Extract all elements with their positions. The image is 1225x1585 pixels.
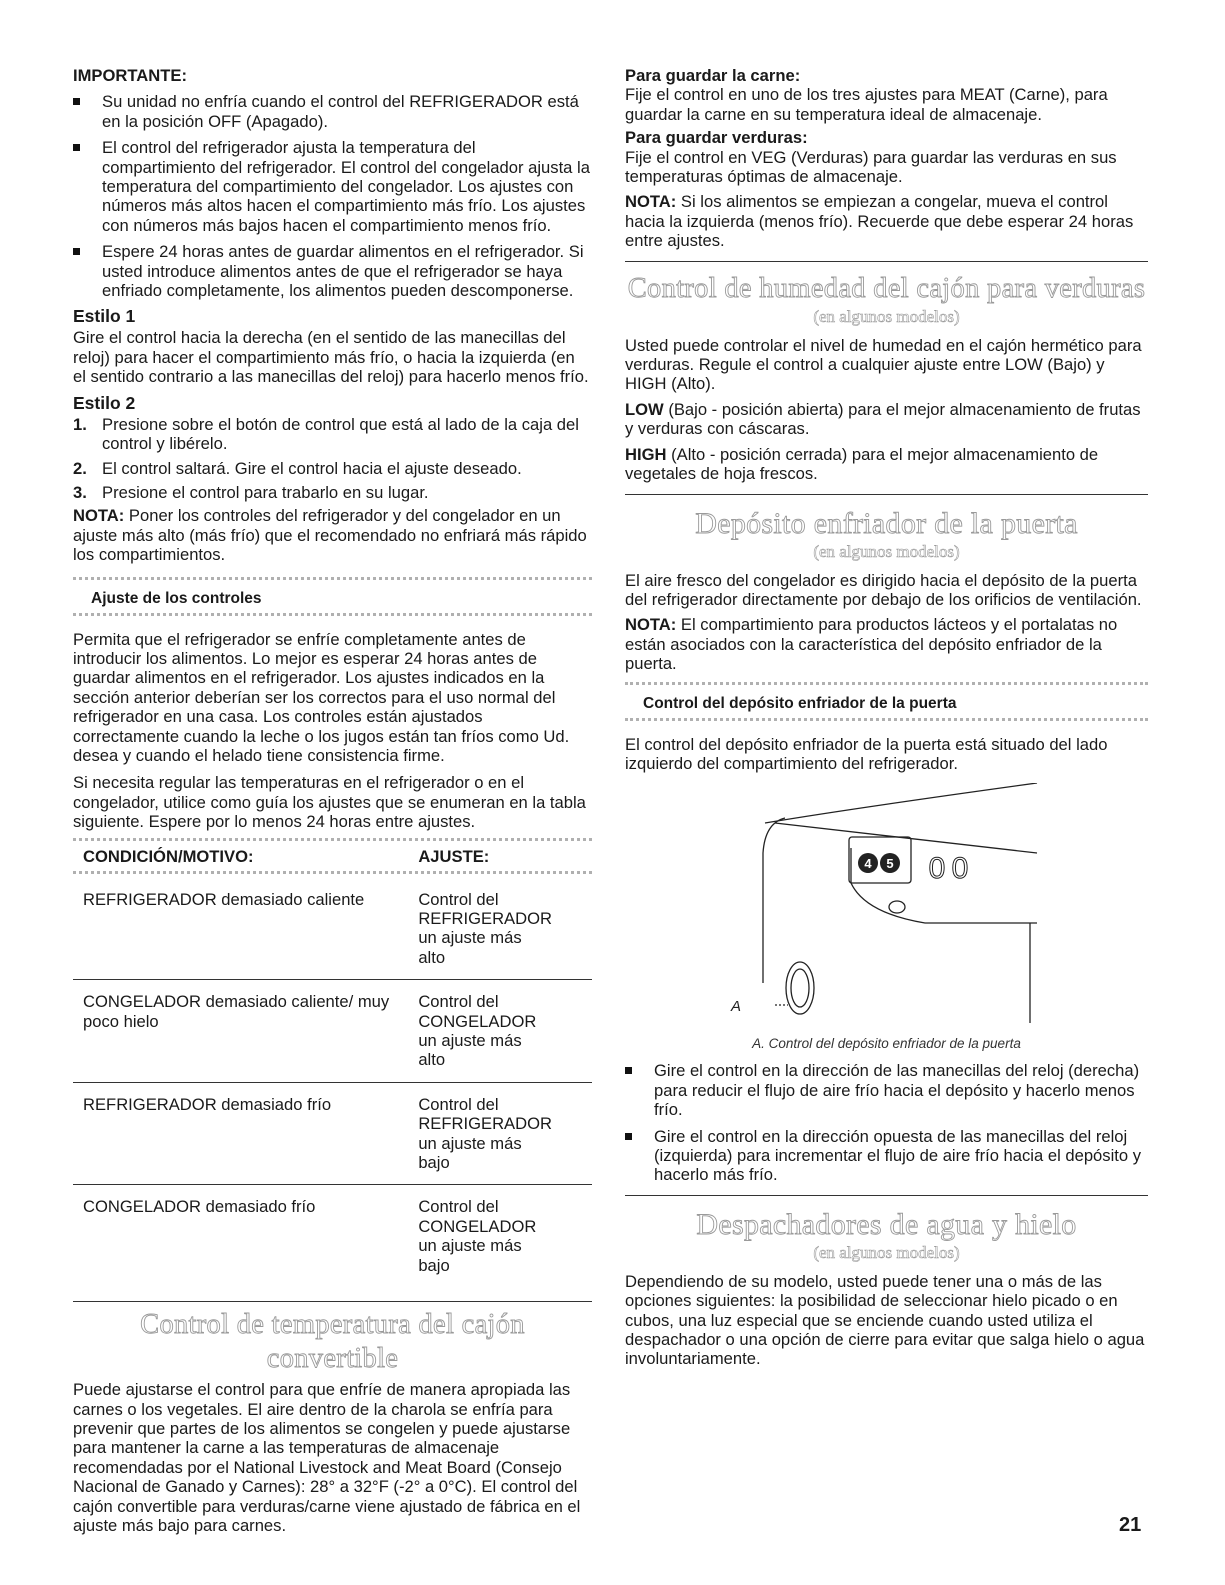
low-label: LOW: [625, 399, 664, 419]
controls-adjust-heading: Ajuste de los controles: [91, 589, 262, 607]
section-rule: [625, 494, 1148, 495]
nota-freezing: [625, 192, 1148, 250]
nota-text: Poner los controles del refrigerador y del congelador en un ajuste más alto (más frío) que el recomendado no enfriará más rápido los compartimientos.: [73, 506, 587, 565]
figure-caption: A. Control del depósito enfriador de la puerta: [752, 1036, 1021, 1052]
style1-text: Gire el control hacia la derecha (en el sentido de las manecillas del reloj) para hacer el compartimiento más frío, o hacia la izquierda (en el sentido contrario a las manecillas del reloj) para hacerlo menos frío.: [73, 328, 589, 387]
left-column: [73, 66, 592, 1535]
meat-text: Fije el control en uno de los tres ajustes para MEAT (Carne), para guardar la carne en su temperatura ideal de almacenaje.: [625, 85, 1108, 124]
list-item: [73, 138, 592, 235]
meat-heading: Para guardar la carne:: [625, 66, 801, 85]
important-list: [73, 92, 592, 300]
dial-number: 4: [864, 856, 872, 872]
dial-number: 5: [886, 856, 894, 872]
figure-label-a: A: [731, 998, 742, 1016]
door-bin-title: Depósito enfriador de la puerta: [695, 506, 1078, 540]
table-cell-adjustment: Control del REFRIGERADOR un ajuste más alto: [418, 878, 592, 980]
table-cell-condition: REFRIGERADOR demasiado frío: [73, 1082, 418, 1185]
dotted-divider: [625, 682, 1148, 689]
control-housing-top: [775, 823, 1037, 853]
dotted-divider: [73, 577, 592, 584]
dispenser-title: Despachadores de agua y hielo: [696, 1207, 1077, 1241]
right-column: [625, 66, 1148, 1369]
important-heading: IMPORTANTE:: [73, 66, 187, 85]
table-cell-condition: REFRIGERADOR demasiado caliente: [73, 878, 418, 980]
door-bin-control-text: El control del depósito enfriador de la puerta está situado del lado izquierdo del compartimiento del refrigerador.: [625, 734, 1108, 773]
table-cell-condition: CONGELADOR demasiado frío: [83, 1197, 316, 1217]
dial-number: 0: [928, 852, 946, 886]
refrigerator-control-drawing: [625, 783, 1148, 1028]
section-rule: [73, 1301, 592, 1302]
step-item: [73, 459, 592, 478]
bullet-square-icon: [73, 98, 80, 105]
low-text: (Bajo - posición abierta) para el mejor almacenamiento de frutas y verduras con cáscaras.: [625, 399, 1141, 439]
veg-heading: Para guardar verduras:: [625, 128, 808, 148]
door-bin-text: El aire fresco del congelador es dirigido hacia el depósito de la puerta del refrigerador directamente por debajo de los orificios de ventilación.: [625, 570, 1142, 609]
door-bin-dial-inner: [791, 969, 809, 1007]
nota-text: El compartimiento para productos lácteos y el portalatas no están asociados con la característica del depósito enfriador de la puerta.: [625, 615, 1118, 674]
nota-label: NOTA:: [625, 192, 677, 212]
bullet-square-icon: [625, 1133, 632, 1140]
high-setting: [625, 445, 1148, 484]
step-text: Presione el control para trabarlo en su lugar.: [102, 482, 429, 502]
high-text: (Alto - posición cerrada) para el mejor almacenamiento de vegetales de hoja frescos.: [625, 444, 1099, 484]
dial-number: 0: [951, 852, 969, 886]
table-row: [73, 1082, 592, 1185]
bullet-text: El control del refrigerador ajusta la temperatura del compartimiento del refrigerador. El control del congelador ajusta la temperatura del compartimiento del congelador. Los ajustes con números más altos hacen el compartimiento más frío. Los ajustes con números más bajos hacen el compartimiento menos frío.: [102, 138, 590, 235]
bullet-square-icon: [73, 248, 80, 255]
nota-label: NOTA:: [625, 615, 677, 635]
list-item: [73, 242, 592, 300]
table-cell-condition: CONGELADOR demasiado caliente/ muy poco hielo: [73, 980, 418, 1083]
table-row: [73, 980, 592, 1083]
step-number: 3.: [73, 482, 87, 502]
dispenser-text: Dependiendo de su modelo, usted puede tener una o más de las opciones siguientes: la posibilidad de seleccionar hielo picado o en cubos, una luz especial que se enciende cuando usted utiliza el despachador o una opción de cierre para evitar que salga hielo o agua involuntariamente.: [625, 1271, 1145, 1369]
convertible-drawer-title: Control de temperatura del cajón convertible: [140, 1309, 525, 1375]
controls-adjust-text-2: Si necesita regular las temperaturas en el refrigerador o en el congelador, utilice como guía los ajustes que se enumeran en la tabla siguiente. Espere por lo menos 24 horas entre ajustes.: [73, 773, 586, 832]
low-setting: [625, 400, 1148, 439]
bullet-square-icon: [73, 144, 80, 151]
section-rule: [625, 261, 1148, 262]
dial-panel: [849, 837, 911, 883]
step-text: Presione sobre el botón de control que está al lado de la caja del control y libérelo.: [102, 414, 579, 454]
adjustment-table: [73, 845, 592, 1288]
bullet-text: Gire el control en la dirección opuesta de las manecillas del reloj (izquierda) para incrementar el flujo de aire frío hacia el depósito y hacerlo más frío.: [654, 1126, 1142, 1185]
humidity-text: Usted puede controlar el nivel de humedad en el cajón hermético para verduras. Regule el control a cualquier ajuste entre LOW (Bajo) y HIGH (Alto).: [625, 335, 1142, 394]
door-bin-control-heading: Control del depósito enfriador de la puerta: [643, 694, 957, 712]
list-item: [73, 92, 592, 131]
humidity-subtitle: (en algunos modelos): [813, 306, 960, 326]
step-number: 1.: [73, 414, 87, 434]
step-item: [73, 483, 592, 502]
table-header-adjustment: AJUSTE:: [418, 846, 490, 866]
step-text: El control saltará. Gire el control hacia el ajuste deseado.: [102, 458, 522, 478]
nota-label: NOTA:: [73, 506, 125, 526]
table-cell-adjustment: Control del CONGELADOR un ajuste más alto: [418, 980, 592, 1083]
convertible-drawer-text: Puede ajustarse el control para que enfríe de manera apropiada las carnes o los vegetales. El aire dentro de la charola se enfría para prevenir que partes de los alimentos se congelen y puede ajustarse para mantener la carne a las temperaturas de almacenaje recomendadas por el National Livestock and Meat Board (Consejo Nacional de Ganado y Carnes): 28° a 32°F (-2° a 0°C). El control del cajón convertible para verduras/carne viene ajustado de fábrica en el ajuste más bajo para carnes.: [73, 1380, 581, 1535]
vent-knob-icon: [889, 901, 905, 913]
list-item: [625, 1127, 1148, 1185]
wall-edge: [763, 818, 785, 983]
step-number: 2.: [73, 458, 87, 478]
step-item: [73, 415, 592, 454]
dotted-divider: [73, 838, 592, 845]
high-label: HIGH: [625, 444, 667, 464]
table-header-condition: CONDICIÓN/MOTIVO:: [83, 846, 254, 866]
door-bin-subtitle: (en algunos modelos): [813, 541, 960, 561]
bullet-text: Su unidad no enfría cuando el control del REFRIGERADOR está en la posición OFF (Apagado).: [102, 92, 579, 131]
style2-heading: Estilo 2: [73, 392, 136, 413]
door-bin-dial-icon: [786, 962, 814, 1014]
list-item: [625, 1061, 1148, 1119]
bullet-text: Espere 24 horas antes de guardar alimentos en el refrigerador. Si usted introduce alimentos antes de que el refrigerador se haya enfriado completamente, los alimentos pueden descomponerse.: [102, 242, 584, 301]
humidity-title: Control de humedad del cajón para verduras: [627, 272, 1146, 304]
controls-adjust-text-1: Permita que el refrigerador se enfríe completamente antes de introducir los alimentos. Lo mejor es esperar 24 horas antes de guardar alimentos en el refrigerador. Los ajustes indicados en la sección anterior deberían ser los correctos para el uso normal del refrigerador en una casa. Los controles están ajustados correctamente cuando la leche o los jugos están tan fríos como Ud. desea y cuando el helado tiene consistencia firme.: [73, 629, 570, 765]
door-bin-bullets: [625, 1061, 1148, 1184]
nota-text: Si los alimentos se empiezan a congelar, mueva el control hacia la izquierda (menos frío). Recuerde que debe esperar 24 horas entre ajustes.: [625, 192, 1134, 251]
table-row: [73, 1185, 592, 1287]
style2-steps: [73, 415, 592, 503]
dotted-divider: [625, 718, 1148, 725]
veg-text: Fije el control en VEG (Verduras) para guardar las verduras en sus temperaturas óptimas de almacenaje.: [625, 147, 1117, 187]
dotted-divider: [73, 871, 592, 878]
dotted-divider: [73, 613, 592, 620]
nota-dairy: [625, 615, 1148, 673]
bullet-square-icon: [625, 1067, 632, 1074]
table-cell-adjustment: Control del REFRIGERADOR un ajuste más bajo: [418, 1082, 592, 1185]
page-number: 21: [1119, 1514, 1142, 1536]
style1-heading: Estilo 1: [73, 306, 136, 327]
section-rule: [625, 1195, 1148, 1196]
door-bin-control-illustration: [625, 783, 1148, 1028]
bullet-text: Gire el control en la dirección de las manecillas del reloj (derecha) para reducir el flujo de aire frío hacia el depósito y hacerlo menos frío.: [654, 1061, 1140, 1120]
nota-refrigerator: [73, 506, 592, 564]
dispenser-subtitle: (en algunos modelos): [813, 1242, 960, 1262]
table-row: [73, 878, 592, 980]
ceiling-line: [765, 783, 1037, 823]
table-cell-adjustment: Control del CONGELADOR un ajuste más bajo: [418, 1197, 537, 1275]
